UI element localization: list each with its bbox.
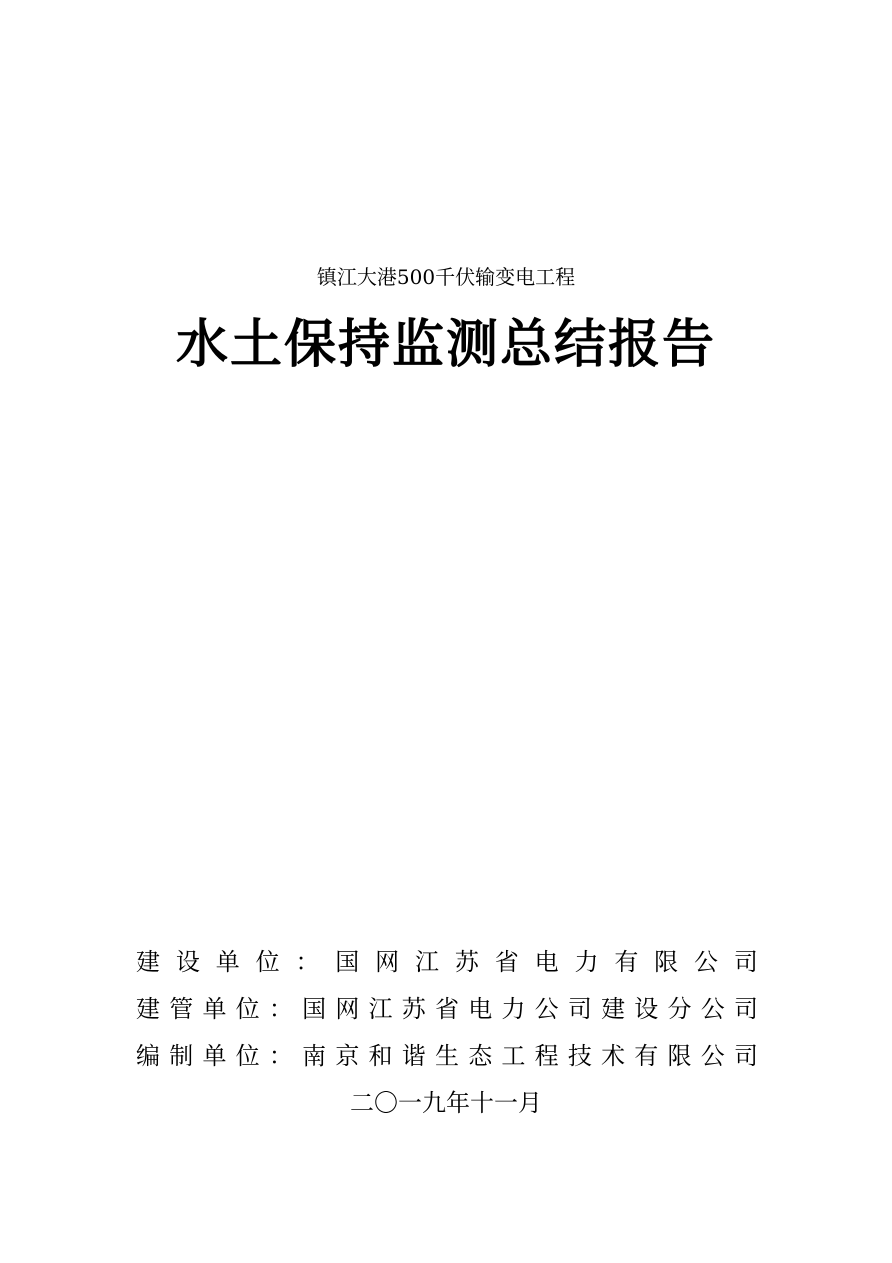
unit-char: 态 <box>468 1042 493 1070</box>
compiling-unit-row <box>136 1039 758 1073</box>
unit-char: 公 <box>700 995 725 1023</box>
project-name: 镇江大港500千伏输变电工程 <box>316 265 576 289</box>
unit-char: 生 <box>434 1042 459 1070</box>
unit-char: 限 <box>654 948 679 976</box>
construction-unit-row <box>136 945 758 979</box>
management-unit-row <box>136 992 758 1026</box>
unit-char: 谐 <box>401 1042 426 1070</box>
unit-char: 力 <box>501 995 526 1023</box>
unit-char: 建 <box>601 995 626 1023</box>
unit-char: 分 <box>667 995 692 1023</box>
unit-char: 有 <box>634 1042 659 1070</box>
unit-char: 江 <box>368 995 393 1023</box>
unit-char: 网 <box>375 948 400 976</box>
unit-char: 苏 <box>401 995 426 1023</box>
unit-char: ： <box>268 995 293 1023</box>
report-title: 水土保持监测总结报告 <box>175 315 716 375</box>
unit-char: 限 <box>667 1042 692 1070</box>
unit-char: 设 <box>175 948 200 976</box>
unit-char: 公 <box>534 995 559 1023</box>
unit-char: 省 <box>434 995 459 1023</box>
report-date: 二〇一九年十一月 <box>350 1089 542 1117</box>
unit-char: 和 <box>368 1042 393 1070</box>
unit-char: 国 <box>335 948 360 976</box>
unit-char: 建 <box>136 948 160 976</box>
unit-char: 技 <box>567 1042 592 1070</box>
unit-char: 司 <box>733 1042 758 1070</box>
unit-char: 司 <box>733 995 758 1023</box>
unit-char: 江 <box>415 948 440 976</box>
unit-char: 建 <box>136 995 160 1023</box>
unit-char: 公 <box>694 948 719 976</box>
unit-char: 网 <box>335 995 360 1023</box>
unit-char: 京 <box>335 1042 360 1070</box>
unit-char: 南 <box>302 1042 327 1070</box>
unit-char: 单 <box>215 948 240 976</box>
unit-char: 术 <box>601 1042 626 1070</box>
unit-char: 公 <box>700 1042 725 1070</box>
unit-char: 制 <box>169 1042 194 1070</box>
unit-char: ： <box>295 948 320 976</box>
unit-char: 编 <box>136 1042 160 1070</box>
unit-char: 力 <box>574 948 599 976</box>
unit-char: 管 <box>169 995 194 1023</box>
unit-char: 国 <box>302 995 327 1023</box>
unit-char: 位 <box>235 995 260 1023</box>
unit-char: 司 <box>567 995 592 1023</box>
unit-char: ： <box>268 1042 293 1070</box>
unit-char: 司 <box>733 948 758 976</box>
unit-char: 苏 <box>454 948 479 976</box>
unit-char: 电 <box>534 948 559 976</box>
unit-char: 省 <box>494 948 519 976</box>
unit-char: 程 <box>534 1042 559 1070</box>
unit-char: 位 <box>255 948 280 976</box>
unit-char: 单 <box>202 995 227 1023</box>
unit-char: 位 <box>235 1042 260 1070</box>
unit-char: 工 <box>501 1042 526 1070</box>
unit-char: 设 <box>634 995 659 1023</box>
unit-char: 有 <box>614 948 639 976</box>
unit-char: 单 <box>202 1042 227 1070</box>
unit-char: 电 <box>468 995 493 1023</box>
